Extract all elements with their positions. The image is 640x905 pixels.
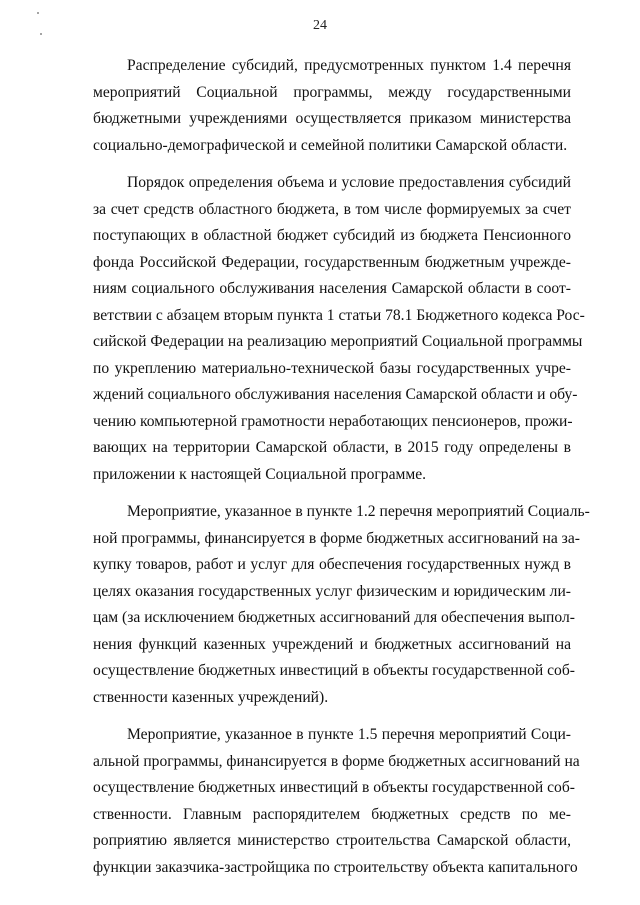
text-line: бюджетными учреждениями осуществляется приказом министерства: [93, 110, 571, 127]
text-line: Мероприятие, указанное в пункте 1.2 перечня мероприятий Социаль-: [127, 503, 590, 520]
paragraph: [93, 722, 580, 881]
document-body: [93, 53, 590, 881]
text-line: ственности. Главным распорядителем бюджетных средств по ме-: [93, 805, 571, 823]
text-line: вающих на территории Самарской области, в 2015 году определены в: [93, 439, 571, 456]
text-line: сийской Федерации на реализацию мероприятий Социальной программы: [93, 333, 583, 350]
text-line: ственности казенных учреждений).: [93, 688, 329, 706]
paragraph-gap: [93, 488, 571, 499]
page-number: 24: [313, 18, 327, 33]
text-line: нения функций казенных учреждений и бюджетных ассигнований на: [93, 635, 571, 653]
text-line: ждений социального обслуживания населения Самарской области и обу-: [93, 386, 578, 403]
paragraph-gap: [93, 711, 571, 722]
text-line: целях оказания государственных услуг физическим и юридическим ли-: [93, 582, 571, 600]
text-line: Порядок определения объема и условие предоставления субсидий: [127, 174, 571, 191]
text-line: ной программы, финансируется в форме бюджетных ассигнований на за-: [93, 529, 580, 547]
scan-speck: [37, 12, 39, 14]
text-line: купку товаров, работ и услуг для обеспечения государственных нужд в: [93, 556, 571, 573]
text-line: приложении к настоящей Социальной программе.: [93, 465, 427, 483]
scan-speck: [40, 33, 42, 35]
text-line: альной программы, финансируется в форме бюджетных ассигнований на: [93, 752, 580, 770]
text-line: цам (за исключением бюджетных ассигнований для обеспечения выпол-: [93, 609, 575, 626]
text-line: мероприятий Социальной программы, между государственными: [93, 83, 571, 101]
paragraph-gap: [93, 159, 571, 170]
paragraph: [93, 170, 585, 488]
text-line: осуществление бюджетных инвестиций в объекты государственной соб-: [93, 662, 575, 679]
text-line: функции заказчика-застройщика по строительству объекта капитального: [93, 858, 578, 876]
text-line: Мероприятие, указанное в пункте 1.5 перечня мероприятий Соци-: [127, 726, 571, 743]
text-line: ниям социального обслуживания населения Самарской области в соот-: [93, 280, 571, 297]
text-line: социально-демографической и семейной политики Самарской области.: [93, 136, 568, 154]
text-line: поступающих в областной бюджет субсидий из бюджета Пенсионного: [93, 227, 571, 244]
paragraph: [93, 53, 571, 159]
text-line: по укреплению материально-технической базы государственных учре-: [93, 359, 571, 377]
text-line: фонда Российской Федерации, государственным бюджетным учрежде-: [93, 253, 571, 271]
text-line: чению компьютерной грамотности неработающих пенсионеров, прожи-: [93, 412, 573, 430]
text-line: за счет средств областного бюджета, в том числе формируемых за счет: [93, 200, 571, 218]
text-line: осуществление бюджетных инвестиций в объекты государственной соб-: [93, 779, 575, 796]
text-line: ветствии с абзацем вторым пункта 1 статьи 78.1 Бюджетного кодекса Рос-: [93, 306, 585, 324]
paragraph: [93, 499, 590, 711]
text-line: Распределение субсидий, предусмотренных пунктом 1.4 перечня: [127, 57, 571, 74]
text-line: роприятию является министерство строительства Самарской области,: [93, 832, 571, 849]
